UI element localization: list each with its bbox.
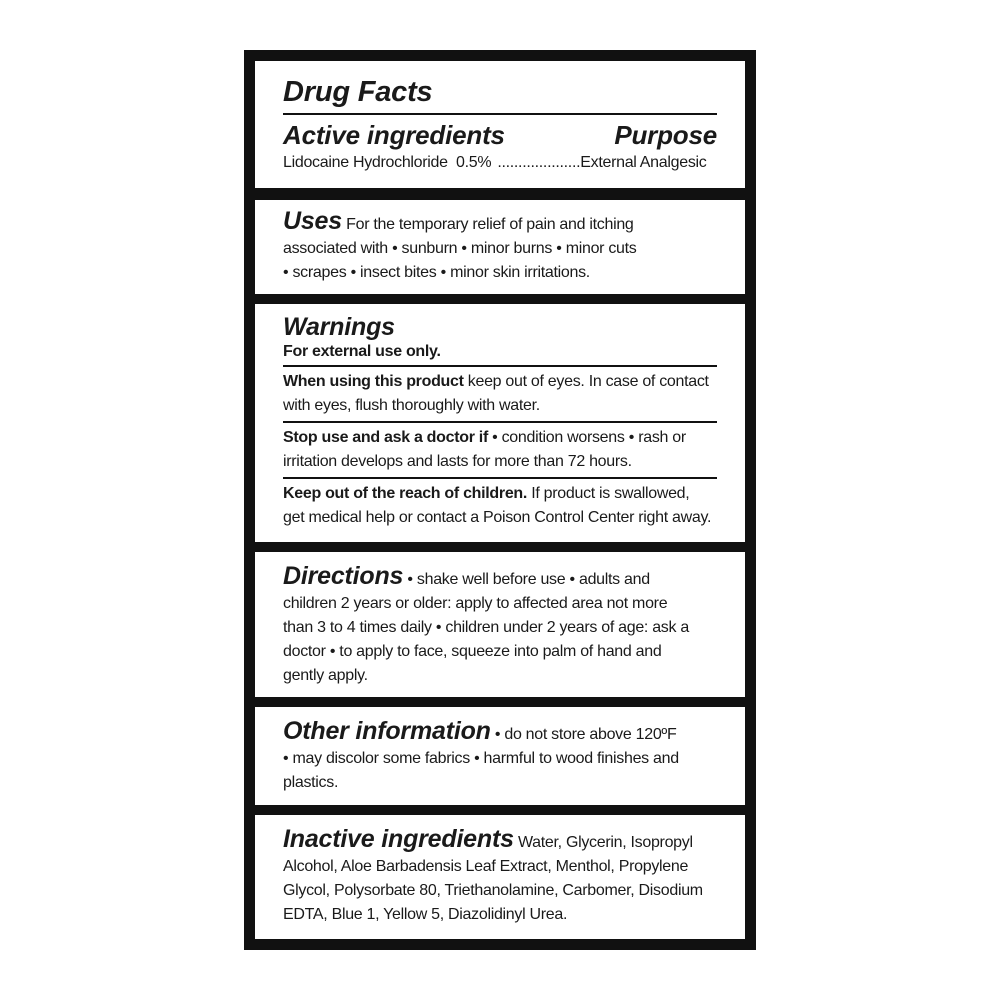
inactive-line-3: Glycol, Polysorbate 80, Triethanolamine, Carbomer, Disodium (283, 882, 703, 899)
bullet: • (350, 264, 356, 281)
other-text-1: do not store above 120ºF (504, 726, 677, 743)
uses-text-3a: scrapes (292, 264, 347, 281)
active-ingredients-heading: Active ingredients (283, 120, 505, 150)
bullet: • (474, 750, 480, 767)
stop-use-text-b: rash or (638, 429, 686, 446)
other-line-3: plastics. (283, 774, 339, 791)
purpose-value: External Analgesic (580, 154, 707, 171)
uses-line-1 (283, 209, 717, 237)
bullet: • (494, 726, 501, 743)
inactive-line-1 (283, 827, 717, 855)
uses-text-3c: minor skin irritations. (450, 264, 590, 281)
bullet: • (283, 264, 289, 281)
bullet: • (556, 240, 562, 257)
bullet: • (283, 750, 289, 767)
bullet: • (435, 619, 442, 636)
children-label: Keep out of the reach of children. (283, 485, 528, 502)
active-ingredient-row (283, 151, 717, 175)
children-line-1 (283, 482, 717, 506)
uses-text-2a: associated with (283, 240, 388, 257)
uses-line-3 (283, 261, 717, 285)
directions-heading: Directions (283, 562, 404, 590)
directions-text-1a: shake well before use (416, 571, 566, 588)
purpose-heading: Purpose (614, 120, 717, 150)
directions-text-3a: than 3 to 4 times daily (283, 619, 432, 636)
drug-facts-panel (255, 61, 745, 188)
bullet: • (628, 429, 635, 446)
warnings-heading: Warnings (283, 313, 395, 341)
uses-line-2 (283, 237, 717, 261)
directions-text-1b: adults and (578, 571, 650, 588)
when-using-label: When using this product (283, 373, 464, 390)
uses-text-3b: insect bites (360, 264, 437, 281)
directions-line-1 (283, 564, 717, 592)
bullet: • (492, 429, 498, 446)
directions-line-2: children 2 years or older: apply to affected area not more (283, 595, 668, 612)
uses-text-2c: minor burns (470, 240, 553, 257)
directions-text-4b: to apply to face, squeeze into palm of hand and (339, 643, 662, 660)
uses-heading: Uses (283, 207, 342, 235)
other-information-heading: Other information (283, 717, 491, 745)
stop-use-label: Stop use and ask a doctor if (283, 429, 488, 446)
active-heading-row (283, 119, 717, 151)
bullet: • (440, 264, 446, 281)
stop-use-text-a: condition worsens (501, 429, 625, 446)
when-using-line-1 (283, 370, 717, 394)
warnings-rule-1 (283, 365, 717, 367)
bullet: • (392, 240, 398, 257)
directions-line-5: gently apply. (283, 667, 368, 684)
inactive-line-4: EDTA, Blue 1, Yellow 5, Diazolidinyl Urea. (283, 906, 568, 923)
warnings-panel (255, 304, 745, 542)
other-text-2a: may discolor some fabrics (292, 750, 470, 767)
directions-text-4a: doctor (283, 643, 326, 660)
directions-line-3 (283, 616, 717, 640)
directions-panel (255, 552, 745, 697)
children-line-2: get medical help or contact a Poison Control Center right away. (283, 509, 712, 526)
warnings-rule-3 (283, 477, 717, 479)
inactive-ingredients-heading: Inactive ingredients (283, 825, 514, 853)
directions-text-3b: children under 2 years of age: ask a (445, 619, 689, 636)
inactive-line-2: Alcohol, Aloe Barbadensis Leaf Extract, Menthol, Propylene (283, 858, 689, 875)
inactive-ingredients-panel (255, 815, 745, 939)
inactive-text-1: Water, Glycerin, Isopropyl (517, 834, 693, 851)
drug-facts-label (244, 50, 756, 950)
stop-use-line-2: irritation develops and lasts for more than 72 hours. (283, 453, 632, 470)
when-using-line-2: with eyes, flush thoroughly with water. (283, 397, 540, 414)
drug-facts-title: Drug Facts (283, 76, 433, 108)
stop-use-line-1 (283, 426, 717, 450)
other-line-1 (283, 719, 717, 747)
leader-dots: .................... (497, 154, 581, 171)
active-ingredient-name: Lidocaine Hydrochloride 0.5% (283, 154, 492, 171)
bullet: • (461, 240, 467, 257)
when-using-text-1: keep out of eyes. In case of contact (463, 373, 709, 390)
uses-text-2d: minor cuts (565, 240, 637, 257)
uses-panel (255, 200, 745, 294)
bullet: • (569, 571, 575, 588)
children-text-1: If product is swallowed, (527, 485, 690, 502)
other-text-2b: harmful to wood finishes and (483, 750, 679, 767)
external-use-text: For external use only. (283, 343, 441, 360)
uses-text-2b: sunburn (401, 240, 458, 257)
warnings-rule-2 (283, 421, 717, 423)
title-rule (283, 113, 717, 115)
uses-text-1: For the temporary relief of pain and itching (346, 216, 634, 233)
other-information-panel (255, 707, 745, 805)
directions-line-4 (283, 640, 717, 664)
other-line-2 (283, 747, 717, 771)
bullet: • (329, 643, 336, 660)
bullet: • (407, 571, 413, 588)
